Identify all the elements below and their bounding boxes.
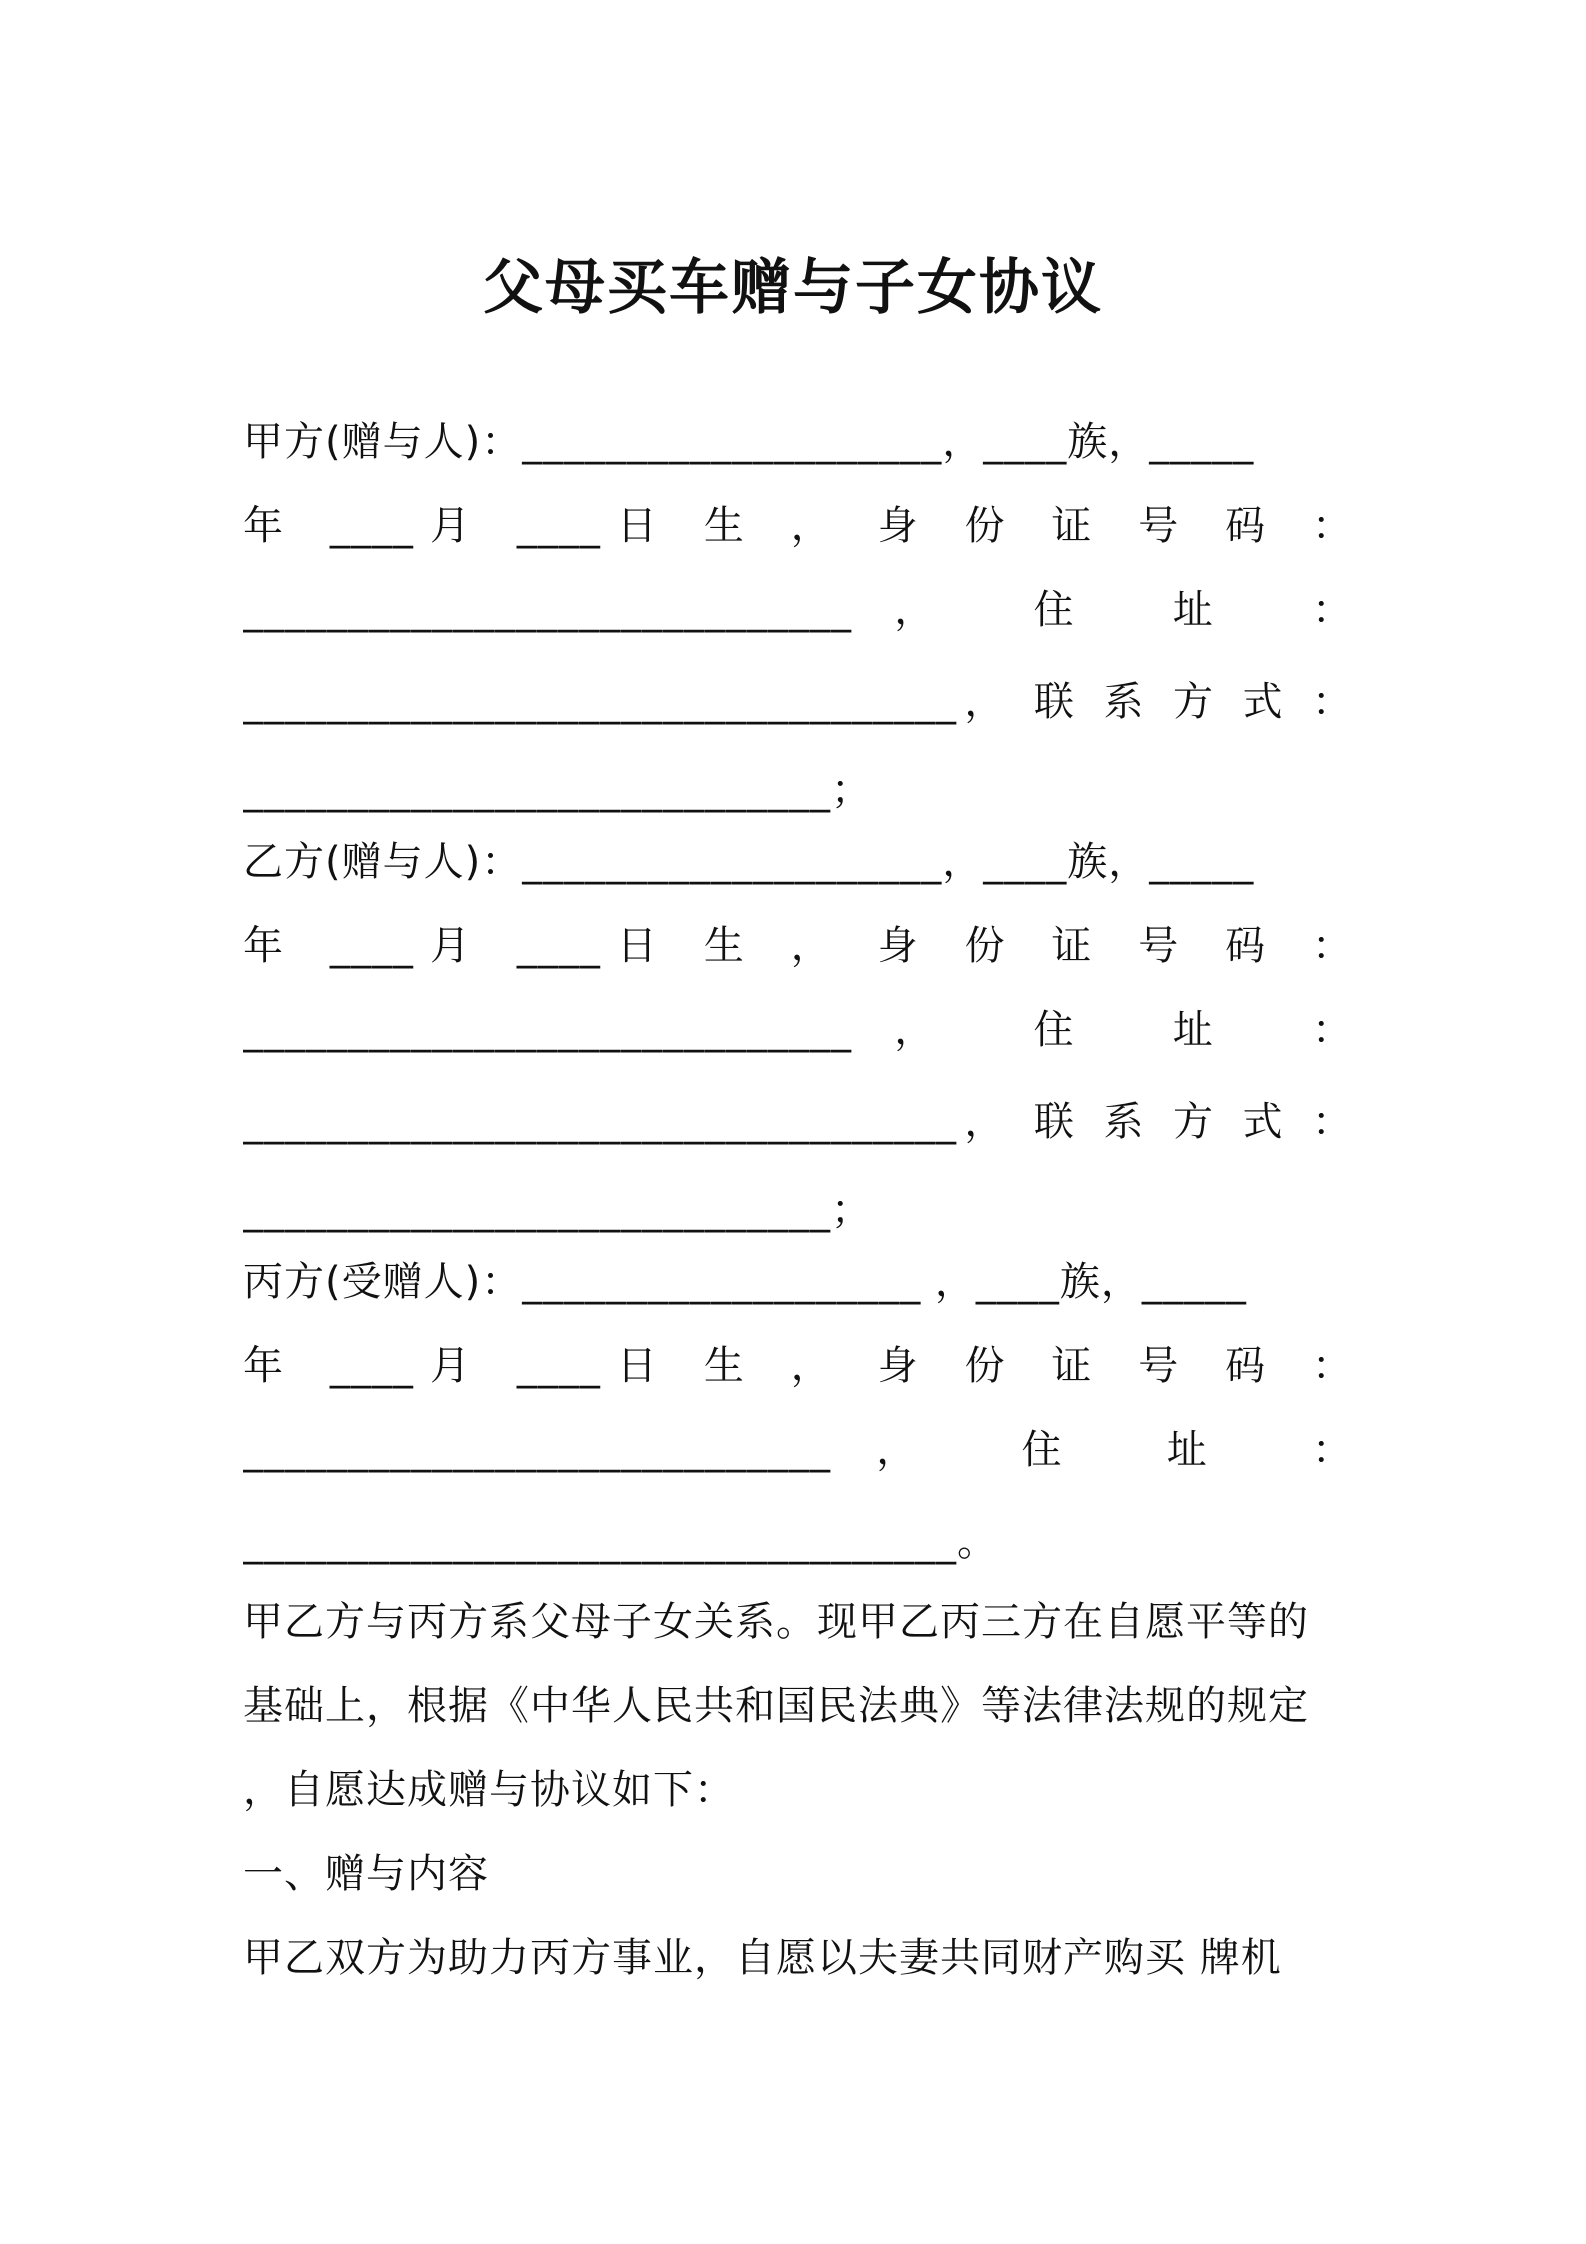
party-a-birth-line: 年 ____月 ____日 生 ， 身 份 证 号 码 ：	[243, 503, 1353, 549]
section-1-line-1: 甲乙双方为助力丙方事业，自愿以夫妻共同财产购买 牌机	[243, 1935, 1282, 1981]
party-a-name-line: 甲方(赠与人)：____________________，____族，_____	[243, 419, 1255, 465]
party-b-address-line: _____________________________， 住 址 ：	[243, 1007, 1353, 1053]
party-b-birth-line: 年 ____月 ____日 生 ， 身 份 证 号 码 ：	[243, 923, 1353, 969]
document-title: 父母买车赠与子女协议	[483, 253, 1103, 323]
party-c-address-line: ____________________________， 住 址 ：	[243, 1427, 1353, 1473]
intro-line-2: 基础上，根据《中华人民共和国民法典》等法律法规的规定	[243, 1683, 1309, 1729]
party-a-address-line: _____________________________， 住 址 ：	[243, 587, 1353, 633]
section-1-heading: 一、赠与内容	[243, 1851, 489, 1897]
party-b-contact-line: __________________________________， 联 系 方 式 ：	[243, 1099, 1353, 1145]
party-b-name-line: 乙方(赠与人)：____________________，____族，_____	[243, 839, 1255, 885]
party-a-end-line: ____________________________；	[243, 767, 872, 813]
party-c-end-line: __________________________________。	[243, 1519, 998, 1565]
intro-line-1: 甲乙方与丙方系父母子女关系。现甲乙丙三方在自愿平等的	[243, 1599, 1309, 1645]
intro-line-3: ，自愿达成赠与协议如下：	[243, 1767, 735, 1813]
party-c-name-line: 丙方(受赠人)：___________________ ，____族，_____	[243, 1259, 1247, 1305]
party-c-birth-line: 年 ____月 ____日 生 ， 身 份 证 号 码 ：	[243, 1343, 1353, 1389]
party-a-contact-line: __________________________________， 联 系 方 式 ：	[243, 679, 1353, 725]
party-b-end-line: ____________________________；	[243, 1187, 872, 1233]
